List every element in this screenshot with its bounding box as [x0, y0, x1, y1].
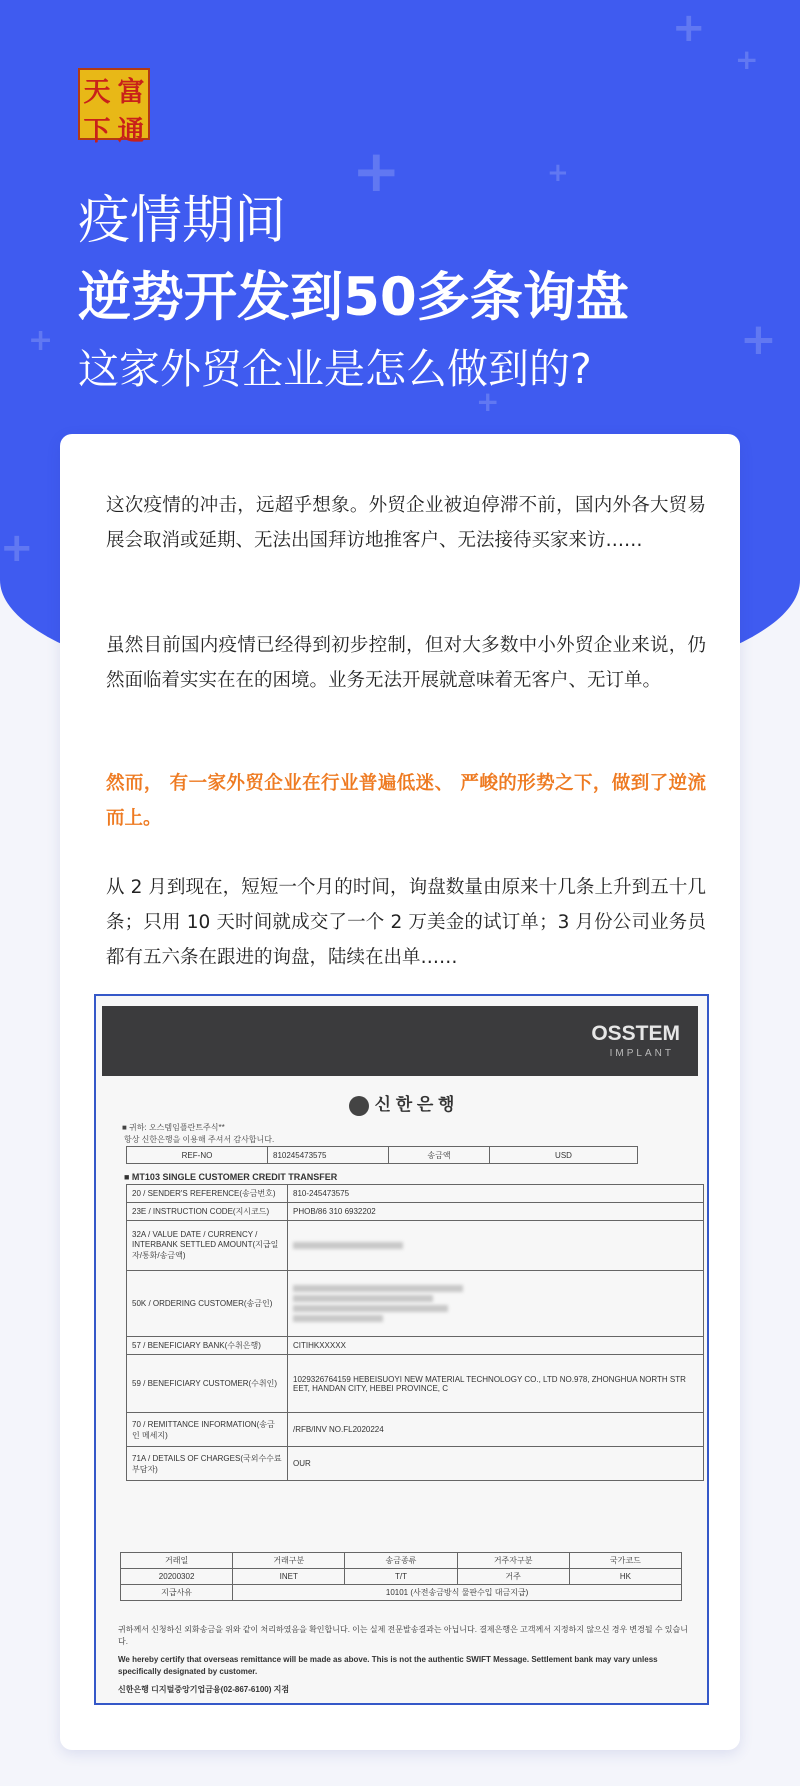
reason-label: 지급사유 [121, 1585, 233, 1601]
ref-label: REF-NO [127, 1147, 268, 1164]
document-header-bar [102, 1006, 698, 1076]
table-row [127, 1203, 704, 1221]
bank-title [96, 1090, 707, 1116]
row-value: 1029326764159 HEBEISUOYI NEW MATERIAL TECHNOLOGY CO., LTD NO.978, ZHONGHUA NORTH STR EET, HANDAN CITY, HEBEI PROVINCE, C [288, 1355, 704, 1413]
table-cell: T/T [345, 1569, 457, 1585]
row-value: 810-245473575 [288, 1185, 704, 1203]
hero-subtitle: 这家外贸企业是怎么做到的? [78, 345, 592, 393]
logo-char: 富 [117, 77, 145, 108]
row-label: 70 / REMITTANCE INFORMATION(송금인 메세지) [127, 1413, 288, 1447]
reason-value: 10101 (사전송금방식 물판수입 대금지급) [233, 1585, 682, 1601]
row-value: OUR [288, 1447, 704, 1481]
certification-korean: 귀하께서 신청하신 외화송금을 위와 같이 처리하였음을 확인합니다. 이는 실제 전문발송결과는 아닙니다. 결제은행은 고객께서 지정하지 않으신 경우 변경될 수 있습니다. [118, 1625, 688, 1646]
article-paragraph-1: 这次疫情的冲击，远超乎想象。外贸企业被迫停滞不前，国内外各大贸易展会取消或延期、无法出国拜访地推客户、无法接待买家来访…… [106, 495, 706, 551]
row-label: 20 / SENDER'S REFERENCE(송금번호) [127, 1185, 288, 1203]
hero-title-line1: 疫情期间 [78, 191, 287, 251]
bank-branch-footer: 신한은행 디지털중앙기업금융(02-867-6100) 지점 [118, 1685, 290, 1694]
amount-value: USD [490, 1147, 638, 1164]
bank-name: 신 한 은 행 [374, 1095, 455, 1114]
row-value: CITIHKXXXXX [288, 1337, 704, 1355]
transaction-summary-table [120, 1552, 682, 1601]
article-highlight: 然而， 有一家外贸企业在行业普遍低迷、 严峻的形势之下，做到了逆流而上。 [106, 773, 706, 829]
column-header: 국가코드 [569, 1553, 681, 1569]
ref-value: 810245473575 [268, 1147, 389, 1164]
reference-table [126, 1146, 638, 1164]
table-row [121, 1569, 682, 1585]
plus-decoration-icon: + [547, 158, 569, 188]
remittance-document-image [94, 994, 709, 1705]
plus-decoration-icon: + [735, 43, 759, 76]
transfer-details-table [126, 1184, 704, 1481]
row-label: 71A / DETAILS OF CHARGES(국외수수료 부담자) [127, 1447, 288, 1481]
row-value: PHOB/86 310 6932202 [288, 1203, 704, 1221]
blurred-value [288, 1221, 704, 1271]
table-row [127, 1447, 704, 1481]
row-label: 32A / VALUE DATE / CURRENCY / INTERBANK SETTLED AMOUNT(지급일자/통화/송금액) [127, 1221, 288, 1271]
column-header: 거래구분 [233, 1553, 345, 1569]
table-row [127, 1413, 704, 1447]
article-paragraph-2: 虽然目前国内疫情已经得到初步控制，但对大多数中小外贸企业来说，仍然面临着实实在在的困境。业务无法开展就意味着无客户、无订单。 [106, 635, 706, 691]
recipient-line: ■ 귀하: 오스템임플란트주식** [122, 1123, 225, 1132]
table-cell: INET [233, 1569, 345, 1585]
table-header-row [121, 1553, 682, 1569]
mt103-title: ■ MT103 SINGLE CUSTOMER CREDIT TRANSFER [124, 1172, 338, 1182]
logo-char: 下 [83, 116, 111, 147]
table-cell: HK [569, 1569, 681, 1585]
article-card [60, 434, 740, 1750]
plus-decoration-icon: + [476, 385, 500, 418]
tianfu-logo [78, 68, 150, 147]
table-row [127, 1271, 704, 1337]
logo-char: 天 [83, 77, 111, 108]
osstem-logo-sub: IMPLANT [609, 1048, 674, 1059]
plus-decoration-icon: + [28, 323, 54, 358]
table-row [127, 1221, 704, 1271]
certification-english: We hereby certify that overseas remittance will be made as above. This is not the authentic SWIFT Message. Settlement bank may vary unless specifically designated by customer. [118, 1655, 658, 1676]
column-header: 거주자구분 [457, 1553, 569, 1569]
column-header: 거래일 [121, 1553, 233, 1569]
table-row [127, 1337, 704, 1355]
row-label: 23E / INSTRUCTION CODE(지시코드) [127, 1203, 288, 1221]
table-row [121, 1585, 682, 1601]
table-row [127, 1355, 704, 1413]
row-label: 59 / BENEFICIARY CUSTOMER(수취인) [127, 1355, 288, 1413]
logo-char: 通 [117, 116, 145, 147]
column-header: 송금종류 [345, 1553, 457, 1569]
row-value: /RFB/INV NO.FL2020224 [288, 1413, 704, 1447]
row-label: 50K / ORDERING CUSTOMER(송금인) [127, 1271, 288, 1337]
shinhan-bank-icon [349, 1096, 369, 1116]
plus-decoration-icon: + [672, 5, 706, 51]
table-row [127, 1185, 704, 1203]
hero-title-line2: 逆势开发到50多条询盘 [78, 267, 629, 328]
amount-label: 송금액 [389, 1147, 490, 1164]
plus-decoration-icon: + [740, 314, 777, 365]
blurred-value [288, 1271, 704, 1337]
osstem-logo: OSSTEM [591, 1022, 680, 1045]
article-paragraph-4: 从 2 月到现在，短短一个月的时间，询盘数量由原来十几条上升到五十几条；只用 10 天时间就成交了一个 2 万美金的试订单；3 月份公司业务员都有五六条在跟进的询盘，陆续在出单…… [106, 877, 706, 968]
plus-decoration-icon: + [0, 525, 34, 571]
table-cell: 20200302 [121, 1569, 233, 1585]
thanks-line: 항상 신한은행을 이용해 주셔서 감사합니다. [124, 1135, 275, 1144]
row-label: 57 / BENEFICIARY BANK(수취은행) [127, 1337, 288, 1355]
table-cell: 거주 [457, 1569, 569, 1585]
plus-decoration-icon: + [352, 137, 401, 205]
